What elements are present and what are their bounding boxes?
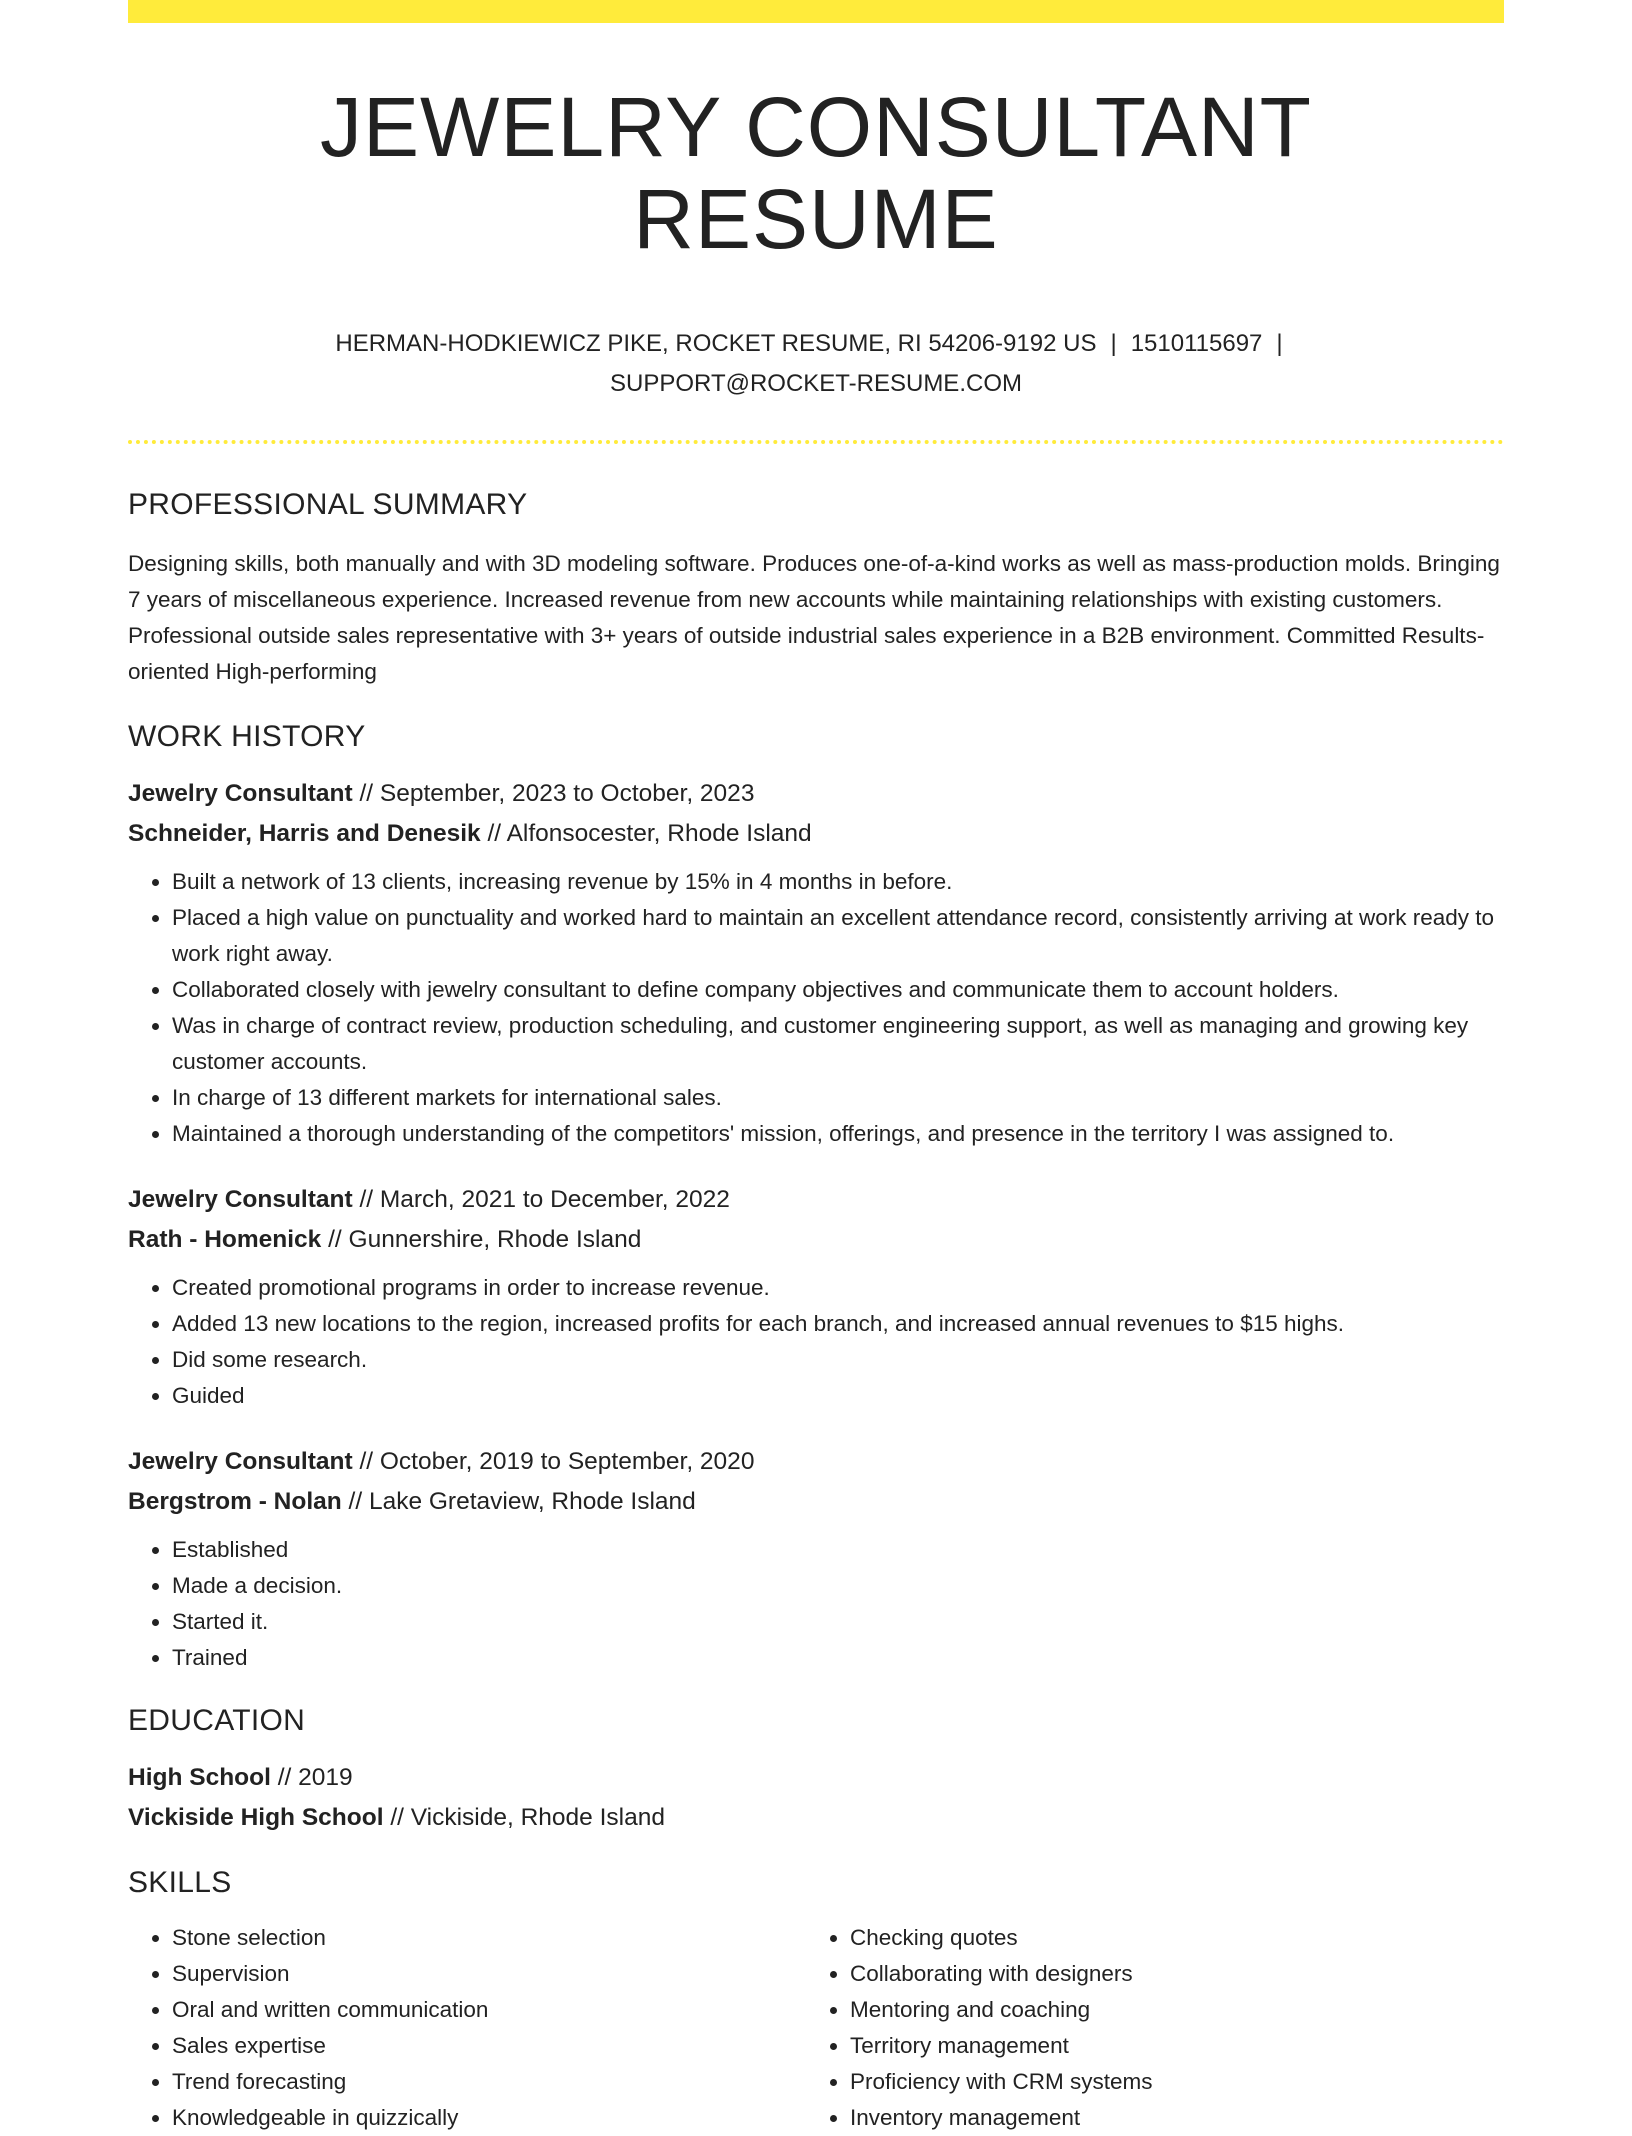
list-item: • Built a network of 13 clients, increasing revenue by 15% in 4 months in before.	[172, 864, 1504, 900]
job-company: Schneider, Harris and Denesik	[128, 819, 481, 847]
education-year: // 2019	[270, 1763, 353, 1791]
resume-page	[128, 0, 1504, 2136]
list-item: • Placed a high value on punctuality and worked hard to maintain an excellent attendance record, consistently arriving at work ready to work right away.	[172, 900, 1504, 972]
education-heading: EDUCATION	[128, 1703, 306, 1737]
job-title: Jewelry Consultant	[128, 1185, 353, 1213]
job-title-line	[128, 1442, 1504, 1482]
list-item: • Collaborated closely with jewelry consultant to define company objectives and communicate them to account holders.	[172, 972, 1504, 1008]
work-history-section	[128, 720, 1504, 1676]
job-location: // Gunnershire, Rhode Island	[321, 1225, 642, 1253]
list-item: • Maintained a thorough understanding of the competitors' mission, offerings, and presence in the territory I was assigned to.	[172, 1116, 1504, 1152]
job-company-line	[128, 1220, 1504, 1260]
contact-info	[128, 324, 1504, 404]
job-dates: // October, 2019 to September, 2020	[352, 1447, 755, 1475]
education-section	[128, 1704, 1504, 1838]
contact-separator: |	[1276, 329, 1283, 357]
skill-item: • Inventory management	[850, 2100, 1484, 2136]
job-company-line	[128, 814, 1504, 854]
job-entry	[128, 1442, 1504, 1676]
contact-email: SUPPORT@ROCKET-RESUME.COM	[610, 369, 1022, 397]
skills-column-right	[806, 1914, 1484, 2136]
education-entry	[128, 1758, 1504, 1838]
list-item: • Created promotional programs in order to increase revenue.	[172, 1270, 1504, 1306]
job-title-line	[128, 774, 1504, 814]
resume-title: JEWELRY CONSULTANT RESUME	[320, 80, 1312, 267]
skills-list	[806, 1920, 1484, 2136]
list-item: • Was in charge of contract review, production scheduling, and customer engineering support, as well as managing and growing key customer accounts.	[172, 1008, 1504, 1080]
job-title-line	[128, 1180, 1504, 1220]
summary-text: Designing skills, both manually and with 3D modeling software. Produces one-of-a-kind works as well as mass-production molds. Bringing 7 years of miscellaneous experience. Increased revenue from new accounts while maintaining relationships with existing customers. Professional outside sales representative with 3+ years of outside industrial sales experience in a B2B environment. Committed Results-oriented High-performing	[128, 550, 1500, 684]
skill-item: • Territory management	[850, 2028, 1484, 2064]
job-company: Rath - Homenick	[128, 1225, 322, 1253]
skills-column-left	[128, 1914, 806, 2136]
skill-item: • Trend forecasting	[172, 2064, 806, 2100]
skill-item: • Supervision	[172, 1956, 806, 1992]
job-company: Bergstrom - Nolan	[128, 1487, 342, 1515]
education-school: Vickiside High School	[128, 1803, 384, 1831]
job-dates: // March, 2021 to December, 2022	[352, 1185, 730, 1213]
education-school-line	[128, 1798, 1504, 1838]
list-item: • Trained	[172, 1640, 1504, 1676]
summary-heading: PROFESSIONAL SUMMARY	[128, 487, 528, 521]
summary-section	[128, 488, 1504, 690]
job-title: Jewelry Consultant	[128, 1447, 353, 1475]
skills-list	[128, 1920, 806, 2136]
skills-heading: SKILLS	[128, 1865, 232, 1899]
job-bullets	[128, 1270, 1504, 1414]
skill-item: • Stone selection	[172, 1920, 806, 1956]
skill-item: • Checking quotes	[850, 1920, 1484, 1956]
job-entry	[128, 1180, 1504, 1414]
work-history-heading: WORK HISTORY	[128, 719, 366, 753]
contact-phone: 1510115697	[1130, 329, 1263, 357]
job-location: // Alfonsocester, Rhode Island	[480, 819, 812, 847]
job-title: Jewelry Consultant	[128, 779, 353, 807]
job-bullets	[128, 864, 1504, 1152]
skill-item: • Mentoring and coaching	[850, 1992, 1484, 2028]
list-item: • Did some research.	[172, 1342, 1504, 1378]
list-item: • Started it.	[172, 1604, 1504, 1640]
job-company-line	[128, 1482, 1504, 1522]
education-degree: High School	[128, 1763, 271, 1791]
contact-separator: |	[1110, 329, 1117, 357]
list-item: • Established	[172, 1532, 1504, 1568]
education-degree-line	[128, 1758, 1504, 1798]
top-accent-bar	[128, 0, 1504, 23]
job-entry	[128, 774, 1504, 1152]
list-item: • In charge of 13 different markets for international sales.	[172, 1080, 1504, 1116]
skills-section	[128, 1866, 1504, 2136]
header-divider	[128, 440, 1504, 444]
skill-item: • Proficiency with CRM systems	[850, 2064, 1484, 2100]
list-item: • Made a decision.	[172, 1568, 1504, 1604]
skill-item: • Collaborating with designers	[850, 1956, 1484, 1992]
contact-address: HERMAN-HODKIEWICZ PIKE, ROCKET RESUME, RI 54206-9192 US	[335, 329, 1097, 357]
job-location: // Lake Gretaview, Rhode Island	[341, 1487, 696, 1515]
education-location: // Vickiside, Rhode Island	[383, 1803, 665, 1831]
skills-grid	[128, 1914, 1504, 2136]
list-item: • Guided	[172, 1378, 1504, 1414]
skill-item: • Knowledgeable in quizzically	[172, 2100, 806, 2136]
job-dates: // September, 2023 to October, 2023	[352, 779, 755, 807]
job-bullets	[128, 1532, 1504, 1676]
list-item: • Added 13 new locations to the region, increased profits for each branch, and increased annual revenues to $15 highs.	[172, 1306, 1504, 1342]
skill-item: • Sales expertise	[172, 2028, 806, 2064]
skill-item: • Oral and written communication	[172, 1992, 806, 2028]
